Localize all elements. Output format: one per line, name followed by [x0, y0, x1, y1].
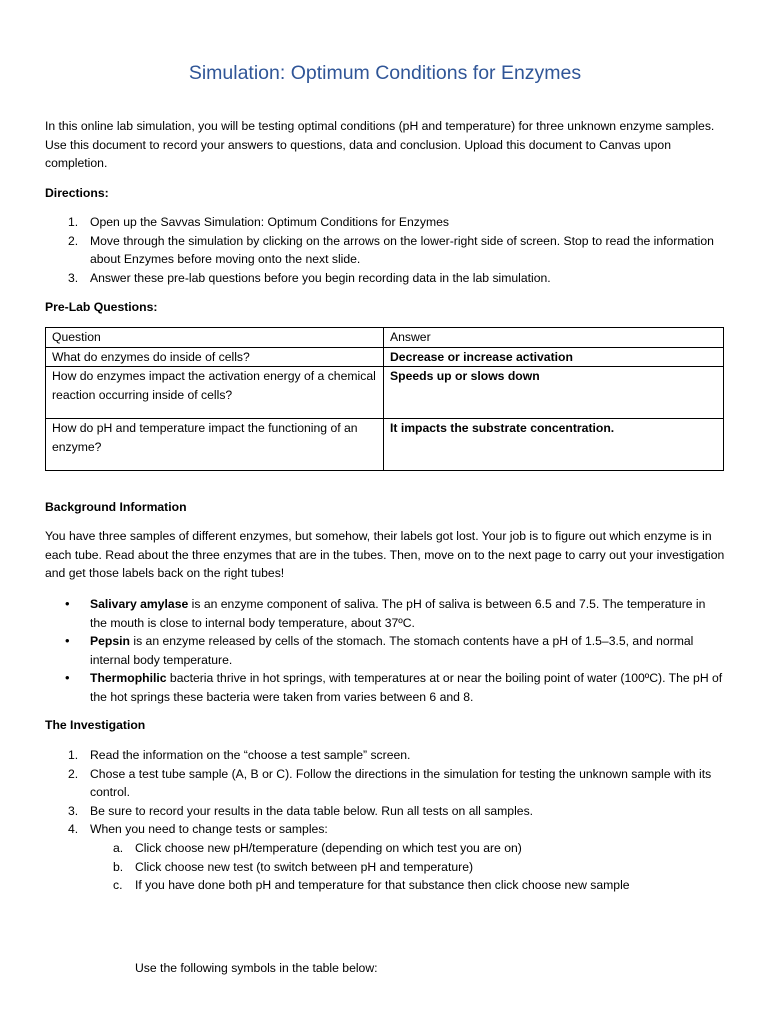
- item-number: 2.: [68, 766, 79, 781]
- enzyme-description: is an enzyme released by cells of the stomach. The stomach contents have a pH of 1.5–3.5, and normal internal body temperature.: [90, 634, 694, 667]
- list-item: [45, 669, 725, 706]
- bullet-icon: •: [65, 633, 70, 648]
- item-text: Click choose new test (to switch between pH and temperature): [135, 859, 474, 874]
- page-title: Simulation: Optimum Conditions for Enzymes: [188, 62, 582, 84]
- list-item: [45, 213, 725, 232]
- enzyme-term: Pepsin: [90, 634, 130, 648]
- item-letter: b.: [113, 859, 124, 874]
- investigation-list: [45, 746, 725, 839]
- investigation-heading: The Investigation: [45, 718, 146, 732]
- list-item: [45, 802, 725, 821]
- list-item: [45, 269, 725, 288]
- list-item: [45, 232, 725, 269]
- item-letter: c.: [113, 878, 123, 892]
- list-item: [45, 746, 725, 765]
- answer-cell[interactable]: It impacts the substrate concentration.: [384, 419, 724, 471]
- list-item: [45, 765, 725, 802]
- header-question: Question: [46, 328, 384, 348]
- enzyme-description: is an enzyme component of saliva. The pH of saliva is between 6.5 and 7.5. The temperature in the mouth is close to internal body temperature, about 37ºC.: [90, 597, 706, 630]
- list-item: [45, 858, 725, 877]
- item-number: 3.: [68, 803, 79, 818]
- prelab-table: [45, 327, 724, 471]
- item-text: Read the information on the “choose a test sample” screen.: [90, 748, 411, 762]
- list-item: [45, 839, 725, 858]
- enzyme-term: Thermophilic: [90, 671, 167, 685]
- table-header-row: [46, 328, 724, 348]
- background-paragraph: You have three samples of different enzymes, but somehow, their labels got lost. Your job is to figure out which enzyme is in each tube. Read about the three enzymes that are in the tubes. Then, move on to the next page to carry out your investigation and get those labels back on the right tubes!: [45, 529, 725, 580]
- item-number: 3.: [68, 270, 79, 285]
- item-number: 2.: [68, 233, 79, 248]
- background-heading: Background Information: [45, 500, 187, 514]
- item-number: 1.: [68, 215, 79, 229]
- item-text: Answer these pre-lab questions before you begin recording data in the lab simulation.: [90, 270, 551, 285]
- item-text: When you need to change tests or samples:: [90, 822, 328, 836]
- bullet-icon: •: [65, 670, 70, 685]
- item-letter: a.: [113, 841, 124, 855]
- list-item: [45, 595, 725, 632]
- list-item: [45, 820, 725, 839]
- enzyme-description: bacteria thrive in hot springs, with temperatures at or near the boiling point of water (100ºC). The pH of the hot springs these bacteria were taken from varies between 6 and 8.: [90, 671, 723, 704]
- table-row: [46, 367, 724, 419]
- list-item: [45, 876, 725, 895]
- answer-cell[interactable]: Speeds up or slows down: [384, 367, 724, 419]
- item-number: 4.: [68, 822, 79, 836]
- item-text: If you have done both pH and temperature for that substance then click choose new sample: [135, 878, 630, 892]
- prelab-heading: Pre-Lab Questions:: [45, 300, 158, 314]
- question-cell: What do enzymes do inside of cells?: [46, 347, 384, 367]
- directions-list: [45, 213, 725, 287]
- item-text: Open up the Savvas Simulation: Optimum Conditions for Enzymes: [90, 215, 450, 229]
- answer-cell[interactable]: Decrease or increase activation: [384, 347, 724, 367]
- item-number: 1.: [68, 748, 79, 762]
- symbols-note: Use the following symbols in the table below:: [135, 961, 378, 975]
- header-answer: Answer: [384, 328, 724, 348]
- intro-paragraph: In this online lab simulation, you will be testing optimal conditions (pH and temperature) for three unknown enzyme samples. Use this document to record your answers to questions, data and conclusion. Upload this document to Canvas upon completion.: [45, 119, 715, 170]
- question-cell: How do pH and temperature impact the functioning of an enzyme?: [46, 419, 384, 471]
- enzyme-bullet-list: [45, 595, 725, 706]
- item-text: Move through the simulation by clicking on the arrows on the lower-right side of screen. Stop to read the information about Enzymes before moving onto the next slide.: [90, 233, 714, 266]
- directions-heading: Directions:: [45, 186, 109, 200]
- item-text: Chose a test tube sample (A, B or C). Follow the directions in the simulation for testing the unknown sample with its control.: [90, 766, 712, 799]
- item-text: Be sure to record your results in the data table below. Run all tests on all samples.: [90, 803, 534, 818]
- table-row: [46, 419, 724, 471]
- investigation-sublist: [45, 839, 725, 895]
- bullet-icon: •: [65, 596, 70, 611]
- question-cell: How do enzymes impact the activation energy of a chemical reaction occurring inside of cells?: [46, 367, 384, 419]
- enzyme-term: Salivary amylase: [90, 597, 189, 611]
- table-row: [46, 347, 724, 367]
- list-item: [45, 632, 725, 669]
- item-text: Click choose new pH/temperature (depending on which test you are on): [135, 841, 522, 855]
